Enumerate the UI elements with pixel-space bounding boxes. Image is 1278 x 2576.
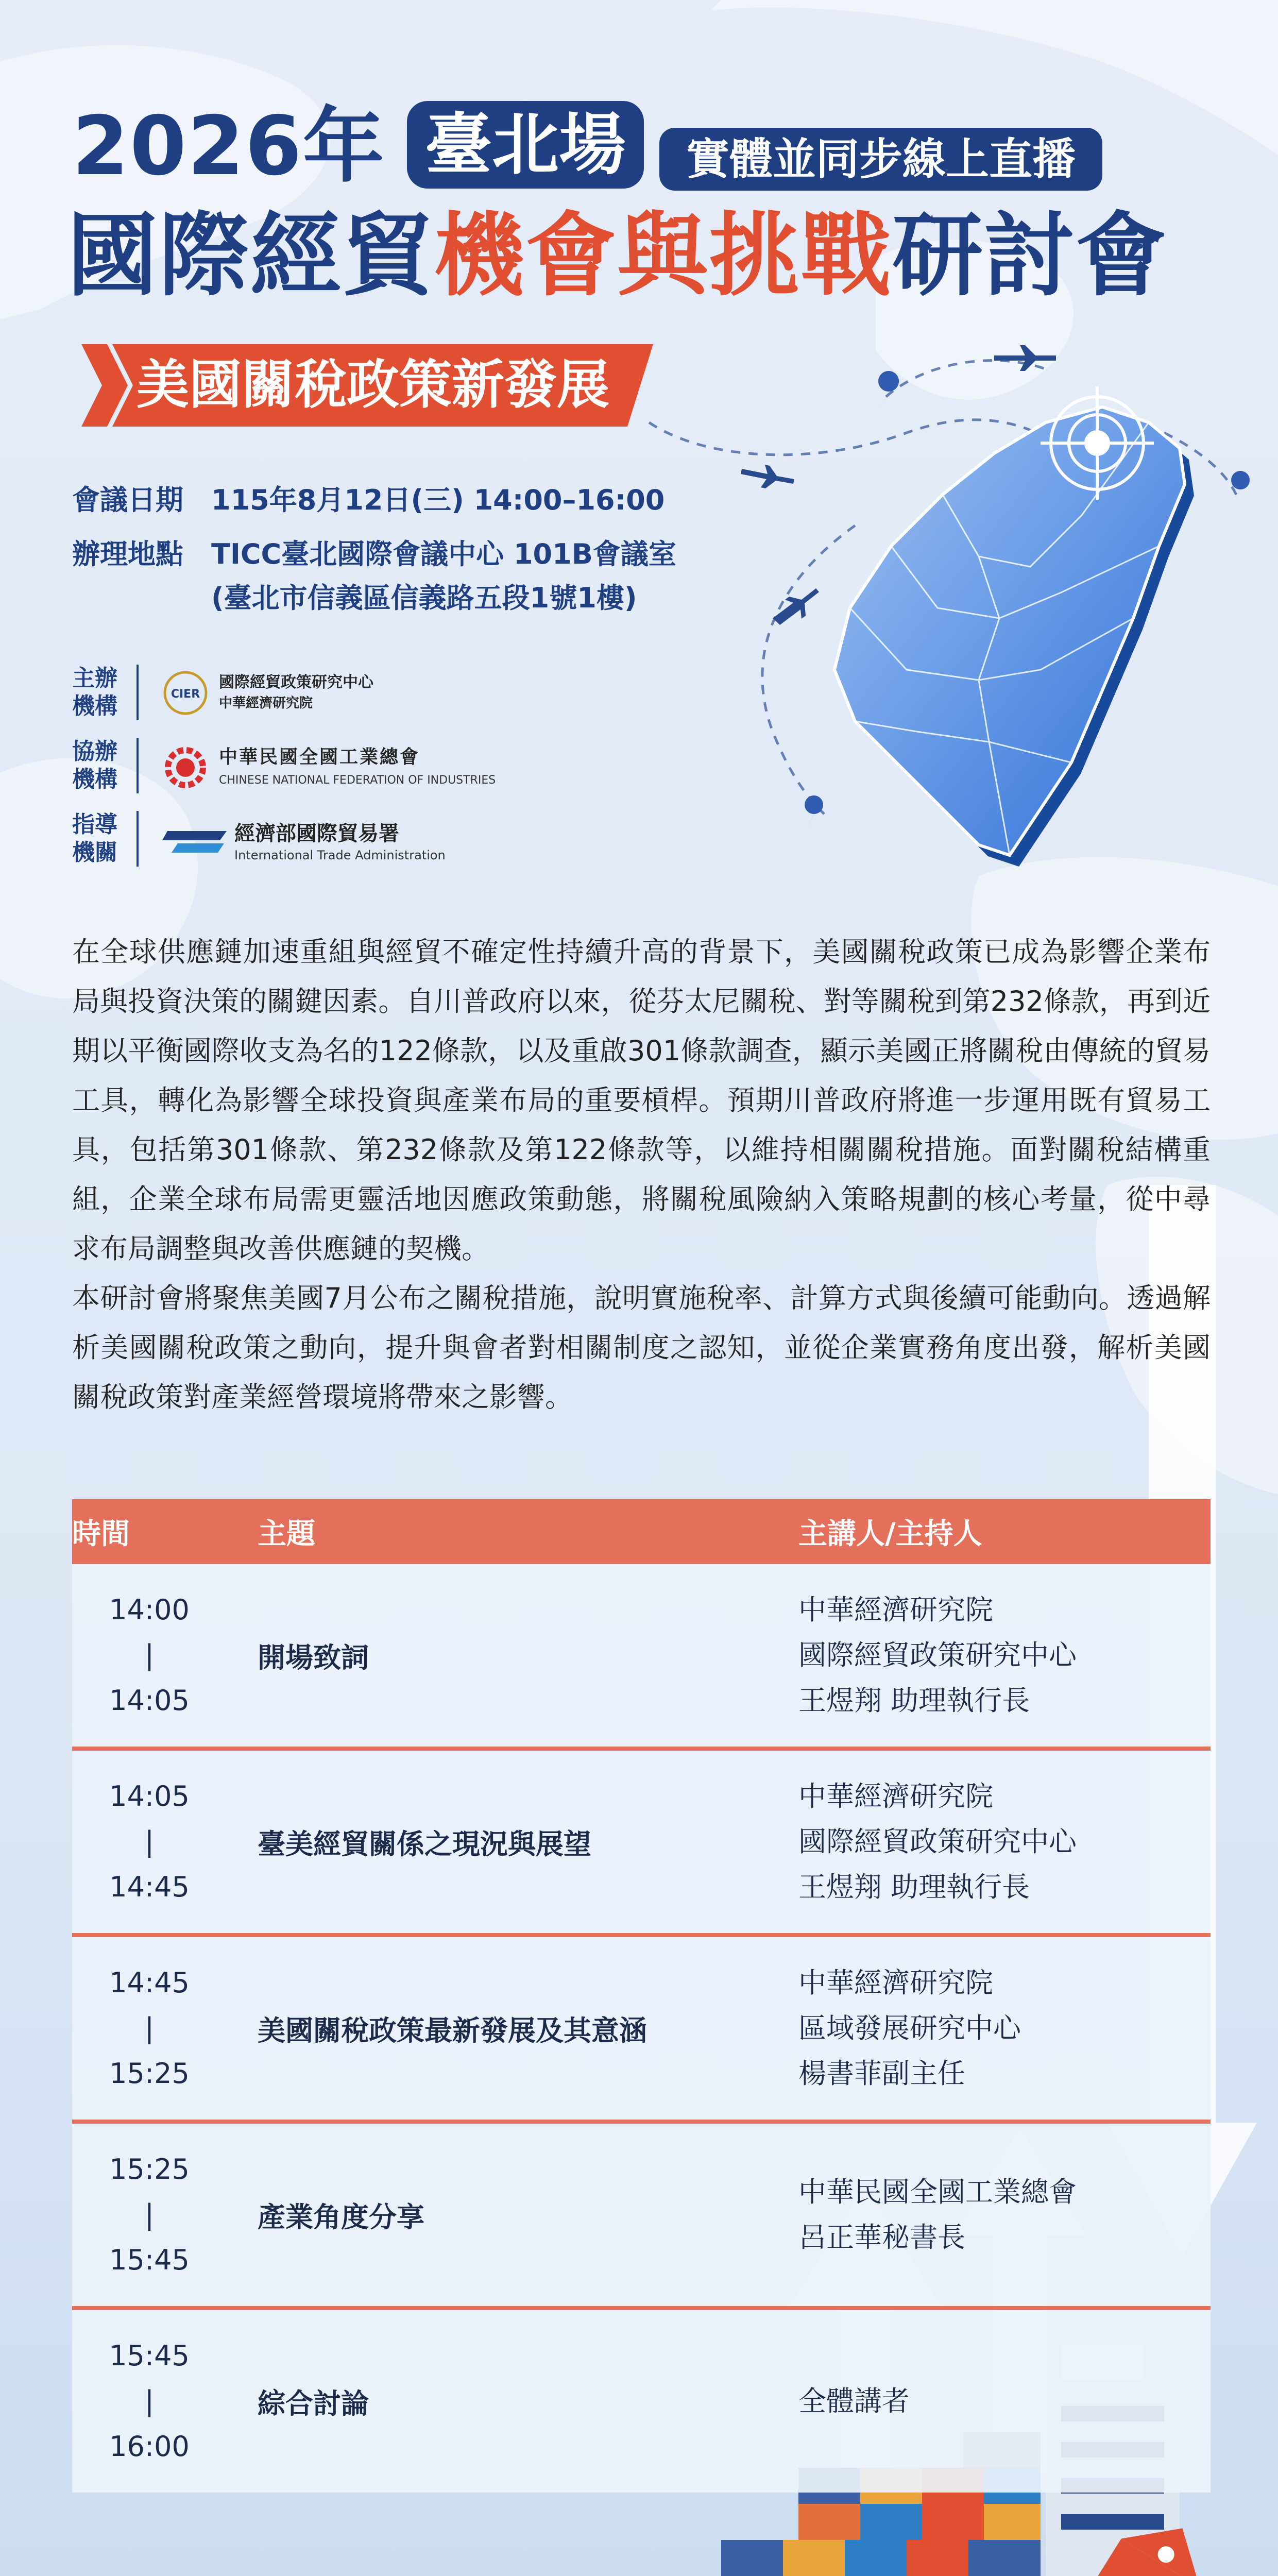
topic-cell: 產業角度分享 <box>227 2122 798 2308</box>
organizer-label: 指導 機關 <box>72 811 117 866</box>
time-separator: | <box>144 2012 155 2044</box>
page-title <box>67 203 1168 309</box>
speaker-line: 中華經濟研究院 <box>798 1594 993 1626</box>
speaker-cell <box>798 1749 1211 1935</box>
organizer-subname: 中華經濟研究院 <box>219 696 313 711</box>
end-time: 15:25 <box>109 2057 190 2090</box>
table-header-row <box>72 1499 1211 1564</box>
place-label: 辦理地點 <box>72 538 183 570</box>
event-year: 2026年 <box>72 99 385 194</box>
organizer-supervisor <box>72 811 129 867</box>
place-value: TICC臺北國際會議中心 101B會議室 <box>211 538 676 570</box>
speaker-line: 全體講者 <box>798 2385 910 2417</box>
organizer-label: 協辦 機構 <box>72 738 117 792</box>
date-value: 115年8月12日(三) 14:00–16:00 <box>211 484 665 516</box>
end-time: 14:45 <box>109 1871 190 1903</box>
topic-cell: 綜合討論 <box>227 2308 798 2493</box>
date-label: 會議日期 <box>72 484 183 516</box>
table-row <box>72 2122 1211 2308</box>
speaker-line: 中華經濟研究院 <box>798 1780 993 1812</box>
time-cell <box>72 2122 227 2308</box>
speaker-cell <box>798 1564 1211 1749</box>
intro-text <box>72 927 1211 1422</box>
cnfi-logo-icon <box>162 744 209 791</box>
time-cell <box>72 1749 227 1935</box>
organizer-label: 主辦 機構 <box>72 665 117 719</box>
start-time: 14:00 <box>109 1594 190 1626</box>
table-row <box>72 1749 1211 1935</box>
end-time: 16:00 <box>109 2430 190 2463</box>
time-cell <box>72 1564 227 1749</box>
topic-cell: 臺美經貿關係之現況與展望 <box>227 1749 798 1935</box>
end-time: 15:45 <box>109 2244 190 2276</box>
time-cell <box>72 2308 227 2493</box>
start-time: 14:05 <box>109 1780 190 1812</box>
table-row <box>72 2308 1211 2493</box>
start-time: 14:45 <box>109 1967 190 1999</box>
end-time: 14:05 <box>109 1684 190 1717</box>
speaker-line: 中華民國全國工業總會 <box>798 2176 1077 2208</box>
start-time: 15:25 <box>109 2153 190 2185</box>
schedule-table <box>72 1499 1211 2493</box>
topic-cell: 開場致詞 <box>227 1564 798 1749</box>
organizer-name: 經濟部國際貿易署 <box>234 822 399 845</box>
organizer-name: 國際經貿政策研究中心 <box>219 673 373 691</box>
speaker-line: 中華經濟研究院 <box>798 1967 993 1999</box>
speaker-line: 王煜翔 助理執行長 <box>798 1684 1030 1717</box>
time-separator: | <box>144 1639 155 1671</box>
organizer-name: 中華民國全國工業總會 <box>219 747 420 768</box>
organizer-cohost <box>72 738 129 793</box>
subtitle: 美國關稅政策新發展 <box>137 354 609 416</box>
speaker-line: 呂正華秘書長 <box>798 2221 965 2253</box>
title-part: 國際經貿 <box>67 203 434 309</box>
organizer-host <box>72 665 129 720</box>
place-row <box>72 533 676 575</box>
time-separator: | <box>144 2198 155 2231</box>
speaker-cell <box>798 1935 1211 2122</box>
column-header-topic: 主題 <box>227 1499 798 1564</box>
live-stream-badge: 實體並同步線上直播 <box>659 128 1102 191</box>
topic-cell: 美國關稅政策最新發展及其意涵 <box>227 1935 798 2122</box>
speaker-line: 國際經貿政策研究中心 <box>798 1639 1077 1671</box>
time-separator: | <box>144 2385 155 2417</box>
venue-badge: 臺北場 <box>407 101 644 189</box>
date-row <box>72 479 664 521</box>
table-row <box>72 1935 1211 2122</box>
speaker-line: 國際經貿政策研究中心 <box>798 1825 1077 1858</box>
organizer-subname: CHINESE NATIONAL FEDERATION OF INDUSTRIES <box>219 774 496 787</box>
cier-logo-icon <box>162 670 209 716</box>
title-part: 研討會 <box>892 203 1168 309</box>
start-time: 15:45 <box>109 2340 190 2372</box>
speaker-line: 區域發展研究中心 <box>798 2012 1021 2044</box>
title-part-highlight: 機會與挑戰 <box>434 203 893 309</box>
intro-paragraph: 本研討會將聚焦美國7月公布之關稅措施，說明實施稅率、計算方式與後續可能動向。透過解析美國關稅政策之動向，提升與會者對相關制度之認知，並從企業實務角度出發，解析美國關稅政策對產業經營環境將帶來之影響。 <box>72 1282 1211 1413</box>
table-row <box>72 1564 1211 1749</box>
speaker-cell <box>798 2308 1211 2493</box>
column-header-speaker: 主講人/主持人 <box>798 1499 1211 1564</box>
place-address: (臺北市信義區信義路五段1號1樓) <box>211 582 637 614</box>
column-header-time: 時間 <box>72 1499 227 1564</box>
time-cell <box>72 1935 227 2122</box>
organizer-subname: International Trade Administration <box>234 848 446 862</box>
trade-admin-logo-icon <box>162 827 229 858</box>
svg-text:CIER: CIER <box>171 688 200 701</box>
speaker-cell <box>798 2122 1211 2308</box>
speaker-line: 楊書菲副主任 <box>798 2057 965 2090</box>
intro-paragraph: 在全球供應鏈加速重組與經貿不確定性持續升高的背景下，美國關稅政策已成為影響企業布局與投資決策的關鍵因素。自川普政府以來，從芬太尼關稅、對等關稅到第232條款，再到近期以平衡國際收支為名的122條款，以及重啟301條款調查，顯示美國正將關稅由傳統的貿易工具，轉化為影響全球投資與產業布局的重要槓桿。預期川普政府將進一步運用既有貿易工具，包括第301條款、第232條款及第122條款等，以維持相關關稅措施。面對關稅結構重組，企業全球布局需更靈活地因應政策動態，將關稅風險納入策略規劃的核心考量，從中尋求布局調整與改善供應鏈的契機。 <box>72 936 1211 1265</box>
time-separator: | <box>144 1825 155 1858</box>
speaker-line: 王煜翔 助理執行長 <box>798 1871 1030 1903</box>
